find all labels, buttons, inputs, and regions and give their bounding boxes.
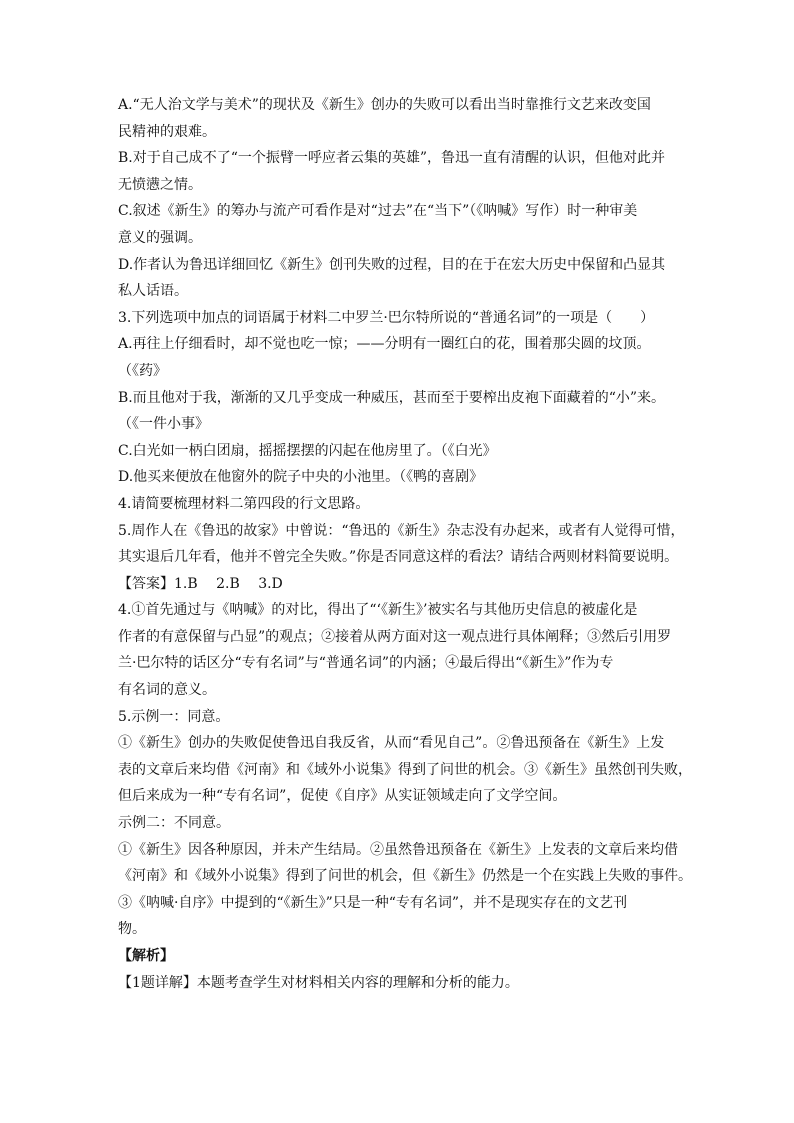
option-a-line-1: A.“无人治文学与美术”的现状及《新生》创办的失败可以看出当时靠推行文艺来改变国 — [118, 97, 651, 113]
answer-4-line-2: 作者的有意保留与凸显”的观点；②接着从两方面对这一观点进行具体阐释；③然后引用罗 — [118, 628, 672, 645]
answer-5-example-1-line-3: 但后来成为一种“专有名词”，促使《自序》从实证领域走向了文学空间。 — [118, 788, 567, 805]
question-3: 3.下列选项中加点的词语属于材料二中罗兰·巴尔特所说的“普通名词”的一项是（ ） — [118, 309, 655, 326]
option-c-line-1: C.叙述《新生》的筹办与流产可看作是对“过去”在“当下”（《呐喊》写作）时一种审美 — [118, 203, 638, 220]
option-a-line-2: 民精神的艰难。 — [118, 123, 216, 140]
document-body — [118, 92, 692, 996]
question-5-line-1: 5.周作人在《鲁迅的故家》中曾说：“鲁迅的《新生》杂志没有办起来，或者有人觉得可惜， — [118, 522, 685, 539]
answer-5-example-2-line-3: ③《呐喊·自序》中提到的“《新生》”只是一种“专有名词”，并不是现实存在的文艺刊 — [118, 894, 628, 911]
analysis-q1-line: 【1题详解】本题考查学生对材料相关内容的理解和分析的能力。 — [118, 974, 519, 991]
option-d-line-2: 私人话语。 — [118, 283, 188, 300]
question-5-line-2: 其实退后几年看，他并不曾完全失败。”你是否同意这样的看法？请结合两则材料简要说明。 — [118, 549, 679, 566]
answer-4-line-3: 兰·巴尔特的话区分“专有名词”与“普通名词”的内涵；④最后得出“《新生》”作为专 — [118, 655, 614, 672]
option-b-line-2: 无愤懑之情。 — [118, 176, 202, 193]
answer-4-line-4: 有名词的意义。 — [118, 682, 216, 699]
answer-5-example-1-line-2: 表的文章后来均借《河南》和《域外小说集》得到了问世的机会。③《新生》虽然创刊失败， — [118, 761, 692, 778]
answer-5-example-2-heading: 示例二：不同意。 — [118, 815, 230, 832]
answer-heading: 【答案】1.B 2.B 3.D — [118, 575, 283, 592]
q3-option-b-line-2: （《一件小事》 — [118, 416, 209, 433]
option-b-line-1: B.对于自己成不了“一个振臂一呼应者云集的英雄”，鲁迅一直有清醒的认识，但他对此并 — [118, 150, 666, 167]
q3-option-d: D.他买来便放在他窗外的院子中央的小池里。（《鸭的喜剧》 — [118, 469, 484, 486]
analysis-heading: 【解析】 — [118, 948, 174, 964]
option-d-line-1: D.作者认为鲁迅详细回忆《新生》创刊失败的过程，目的在于在宏大历史中保留和凸显其 — [118, 256, 666, 273]
option-c-line-2: 意义的强调。 — [118, 229, 202, 246]
answer-5-example-2-line-1: ①《新生》因各种原因，并未产生结局。②虽然鲁迅预备在《新生》上发表的文章后来均借 — [118, 841, 678, 858]
q3-option-a-line-1: A.再往上仔细看时，却不觉也吃一惊；——分明有一圈红白的花，围着那尖圆的坟顶。 — [118, 336, 651, 353]
answer-5-example-2-line-2: 《河南》和《域外小说集》得到了问世的机会，但《新生》仍然是一个在实践上失败的事件。 — [118, 868, 692, 885]
q3-option-a-line-2: （《药》 — [118, 362, 167, 379]
q3-option-c: C.白光如一柄白团扇，摇摇摆摆的闪起在他房里了。（《白光》 — [118, 442, 497, 459]
answer-5-example-1-line-1: ①《新生》创办的失败促使鲁迅自我反省，从而“看见自己”。②鲁迅预备在《新生》上发 — [118, 735, 665, 752]
answer-5-example-2-line-4: 物。 — [118, 921, 146, 938]
q3-option-b-line-1: B.而且他对于我，渐渐的又几乎变成一种威压，甚而至于要榨出皮袍下面藏着的“小”来。 — [118, 389, 666, 406]
answer-4-line-1: 4.①首先通过与《呐喊》的对比，得出了“‘《新生》’被实名与其他历史信息的被虚化是 — [118, 602, 638, 619]
answer-5-example-1-heading: 5.示例一：同意。 — [118, 708, 230, 725]
question-4: 4.请简要梳理材料二第四段的行文思路。 — [118, 495, 370, 512]
